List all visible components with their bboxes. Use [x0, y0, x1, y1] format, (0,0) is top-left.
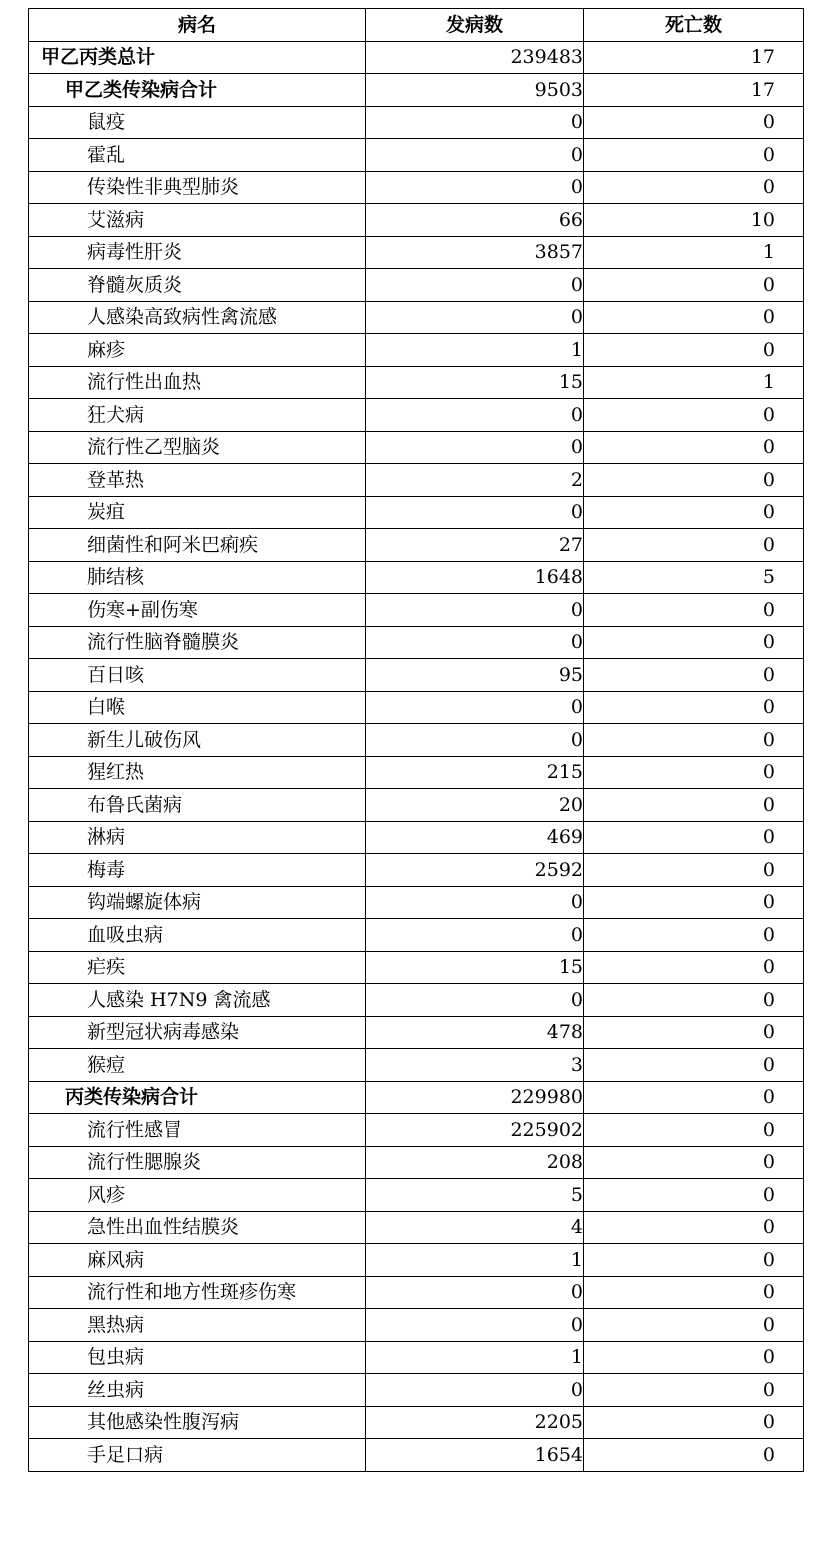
deaths-cell: 0	[584, 984, 804, 1017]
deaths-cell: 0	[584, 496, 804, 529]
deaths-cell: 0	[584, 659, 804, 692]
deaths-cell: 0	[584, 1081, 804, 1114]
deaths-cell: 0	[584, 1114, 804, 1147]
cases-cell: 2592	[366, 854, 584, 887]
disease-name-cell: 疟疾	[29, 951, 366, 984]
cases-cell: 1648	[366, 561, 584, 594]
disease-name-cell: 猩红热	[29, 756, 366, 789]
deaths-cell: 0	[584, 529, 804, 562]
column-header-deaths: 死亡数	[584, 9, 804, 42]
deaths-cell: 0	[584, 919, 804, 952]
deaths-cell: 0	[584, 171, 804, 204]
cases-cell: 95	[366, 659, 584, 692]
deaths-cell: 0	[584, 789, 804, 822]
cases-cell: 9503	[366, 74, 584, 107]
cases-cell: 239483	[366, 41, 584, 74]
cases-cell: 0	[366, 399, 584, 432]
table-row	[29, 139, 804, 172]
cases-cell: 478	[366, 1016, 584, 1049]
disease-name-cell: 艾滋病	[29, 204, 366, 237]
table-row	[29, 529, 804, 562]
cases-cell: 20	[366, 789, 584, 822]
cases-cell: 0	[366, 886, 584, 919]
cases-cell: 1	[366, 334, 584, 367]
table-row	[29, 431, 804, 464]
deaths-cell: 10	[584, 204, 804, 237]
cases-cell: 215	[366, 756, 584, 789]
table-row	[29, 301, 804, 334]
disease-name-cell: 人感染 H7N9 禽流感	[29, 984, 366, 1017]
table-row	[29, 496, 804, 529]
disease-name-cell: 包虫病	[29, 1341, 366, 1374]
cases-cell: 0	[366, 301, 584, 334]
disease-name-cell: 其他感染性腹泻病	[29, 1406, 366, 1439]
table-row	[29, 561, 804, 594]
table-row	[29, 41, 804, 74]
disease-name-cell: 肺结核	[29, 561, 366, 594]
table-row	[29, 1211, 804, 1244]
cases-cell: 0	[366, 984, 584, 1017]
disease-name-cell: 鼠疫	[29, 106, 366, 139]
table-row	[29, 659, 804, 692]
cases-cell: 1	[366, 1341, 584, 1374]
disease-name-cell: 白喉	[29, 691, 366, 724]
table-row	[29, 756, 804, 789]
cases-cell: 0	[366, 691, 584, 724]
deaths-cell: 0	[584, 724, 804, 757]
deaths-cell: 0	[584, 1406, 804, 1439]
cases-cell: 0	[366, 1374, 584, 1407]
disease-name-cell: 丝虫病	[29, 1374, 366, 1407]
cases-cell: 15	[366, 366, 584, 399]
table-row	[29, 626, 804, 659]
deaths-cell: 0	[584, 951, 804, 984]
cases-cell: 229980	[366, 1081, 584, 1114]
table-row	[29, 464, 804, 497]
table-row	[29, 1276, 804, 1309]
table-row	[29, 1309, 804, 1342]
disease-name-cell: 新生儿破伤风	[29, 724, 366, 757]
disease-name-cell: 脊髓灰质炎	[29, 269, 366, 302]
disease-name-cell: 登革热	[29, 464, 366, 497]
table-row	[29, 204, 804, 237]
disease-name-cell: 血吸虫病	[29, 919, 366, 952]
cases-cell: 469	[366, 821, 584, 854]
cases-cell: 3	[366, 1049, 584, 1082]
cases-cell: 2205	[366, 1406, 584, 1439]
cases-cell: 0	[366, 919, 584, 952]
disease-name-cell: 霍乱	[29, 139, 366, 172]
deaths-cell: 0	[584, 821, 804, 854]
disease-name-cell: 流行性出血热	[29, 366, 366, 399]
table-row	[29, 1081, 804, 1114]
cases-cell: 0	[366, 431, 584, 464]
disease-statistics-table	[28, 8, 804, 1472]
table-row	[29, 886, 804, 919]
disease-name-cell: 淋病	[29, 821, 366, 854]
cases-cell: 1654	[366, 1439, 584, 1472]
table-row	[29, 236, 804, 269]
cases-cell: 0	[366, 171, 584, 204]
table-row	[29, 854, 804, 887]
table-row	[29, 594, 804, 627]
cases-cell: 0	[366, 1309, 584, 1342]
deaths-cell: 1	[584, 366, 804, 399]
deaths-cell: 0	[584, 1211, 804, 1244]
disease-name-cell: 黑热病	[29, 1309, 366, 1342]
deaths-cell: 17	[584, 74, 804, 107]
table-row	[29, 1244, 804, 1277]
column-header-name: 病名	[29, 9, 366, 42]
disease-name-cell: 手足口病	[29, 1439, 366, 1472]
cases-cell: 5	[366, 1179, 584, 1212]
table-row	[29, 1406, 804, 1439]
cases-cell: 27	[366, 529, 584, 562]
disease-name-cell: 狂犬病	[29, 399, 366, 432]
cases-cell: 0	[366, 626, 584, 659]
disease-name-cell: 伤寒+副伤寒	[29, 594, 366, 627]
table-row	[29, 951, 804, 984]
disease-name-cell: 百日咳	[29, 659, 366, 692]
cases-cell: 3857	[366, 236, 584, 269]
disease-name-cell: 流行性腮腺炎	[29, 1146, 366, 1179]
cases-cell: 2	[366, 464, 584, 497]
cases-cell: 0	[366, 496, 584, 529]
cases-cell: 0	[366, 106, 584, 139]
deaths-cell: 0	[584, 1276, 804, 1309]
table-row	[29, 399, 804, 432]
table-row	[29, 1049, 804, 1082]
deaths-cell: 0	[584, 626, 804, 659]
disease-name-cell: 钩端螺旋体病	[29, 886, 366, 919]
table-row	[29, 919, 804, 952]
column-header-cases: 发病数	[366, 9, 584, 42]
deaths-cell: 0	[584, 854, 804, 887]
cases-cell: 66	[366, 204, 584, 237]
cases-cell: 0	[366, 269, 584, 302]
deaths-cell: 0	[584, 301, 804, 334]
table-row	[29, 1374, 804, 1407]
cases-cell: 15	[366, 951, 584, 984]
disease-name-cell: 细菌性和阿米巴痢疾	[29, 529, 366, 562]
deaths-cell: 0	[584, 1244, 804, 1277]
table-row	[29, 984, 804, 1017]
disease-name-cell: 流行性脑脊髓膜炎	[29, 626, 366, 659]
disease-name-cell: 麻风病	[29, 1244, 366, 1277]
disease-name-cell: 麻疹	[29, 334, 366, 367]
disease-name-cell: 炭疽	[29, 496, 366, 529]
deaths-cell: 0	[584, 594, 804, 627]
deaths-cell: 0	[584, 886, 804, 919]
deaths-cell: 0	[584, 1049, 804, 1082]
deaths-cell: 0	[584, 1016, 804, 1049]
disease-name-cell: 流行性乙型脑炎	[29, 431, 366, 464]
table-row	[29, 1016, 804, 1049]
deaths-cell: 0	[584, 756, 804, 789]
table-row	[29, 74, 804, 107]
disease-name-cell: 传染性非典型肺炎	[29, 171, 366, 204]
table-row	[29, 691, 804, 724]
cases-cell: 0	[366, 139, 584, 172]
table-row	[29, 106, 804, 139]
deaths-cell: 0	[584, 1179, 804, 1212]
table-row	[29, 1341, 804, 1374]
deaths-cell: 5	[584, 561, 804, 594]
cases-cell: 0	[366, 724, 584, 757]
deaths-cell: 0	[584, 106, 804, 139]
deaths-cell: 0	[584, 1374, 804, 1407]
deaths-cell: 0	[584, 431, 804, 464]
table-header-row	[29, 9, 804, 42]
disease-name-cell: 流行性感冒	[29, 1114, 366, 1147]
cases-cell: 208	[366, 1146, 584, 1179]
table-row	[29, 269, 804, 302]
deaths-cell: 0	[584, 691, 804, 724]
disease-name-cell: 病毒性肝炎	[29, 236, 366, 269]
disease-name-cell: 梅毒	[29, 854, 366, 887]
deaths-cell: 0	[584, 139, 804, 172]
deaths-cell: 0	[584, 464, 804, 497]
table-row	[29, 334, 804, 367]
table-row	[29, 171, 804, 204]
deaths-cell: 0	[584, 1146, 804, 1179]
cases-cell: 225902	[366, 1114, 584, 1147]
cases-cell: 4	[366, 1211, 584, 1244]
disease-name-cell: 甲乙类传染病合计	[29, 74, 366, 107]
disease-name-cell: 丙类传染病合计	[29, 1081, 366, 1114]
table-row	[29, 789, 804, 822]
deaths-cell: 17	[584, 41, 804, 74]
deaths-cell: 0	[584, 1309, 804, 1342]
disease-name-cell: 布鲁氏菌病	[29, 789, 366, 822]
disease-name-cell: 人感染高致病性禽流感	[29, 301, 366, 334]
deaths-cell: 0	[584, 1439, 804, 1472]
cases-cell: 1	[366, 1244, 584, 1277]
table-row	[29, 1439, 804, 1472]
table-row	[29, 821, 804, 854]
cases-cell: 0	[366, 594, 584, 627]
table-row	[29, 724, 804, 757]
disease-name-cell: 甲乙丙类总计	[29, 41, 366, 74]
deaths-cell: 0	[584, 399, 804, 432]
table-row	[29, 1179, 804, 1212]
disease-name-cell: 新型冠状病毒感染	[29, 1016, 366, 1049]
deaths-cell: 0	[584, 269, 804, 302]
deaths-cell: 1	[584, 236, 804, 269]
disease-name-cell: 风疹	[29, 1179, 366, 1212]
deaths-cell: 0	[584, 1341, 804, 1374]
table-row	[29, 1146, 804, 1179]
disease-name-cell: 猴痘	[29, 1049, 366, 1082]
disease-name-cell: 流行性和地方性斑疹伤寒	[29, 1276, 366, 1309]
table-row	[29, 1114, 804, 1147]
table-body	[29, 41, 804, 1471]
table-row	[29, 366, 804, 399]
disease-name-cell: 急性出血性结膜炎	[29, 1211, 366, 1244]
cases-cell: 0	[366, 1276, 584, 1309]
deaths-cell: 0	[584, 334, 804, 367]
